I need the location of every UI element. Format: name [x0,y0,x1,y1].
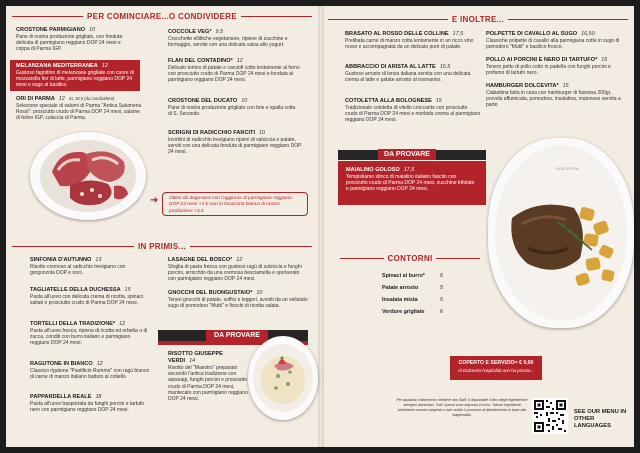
contorno-name: Patate arrosto [382,285,419,291]
item-name: SINFONIA D'AUTUNNO [30,257,92,263]
parmigiano-note-box [162,192,308,216]
item-desc: Delicato tortino di patate e carciofi cotto lentamente al forno con prosciutto crudo di Parma DOP 24 mesi e fonduta al parmigiano reggiano DOP 24 mesi. [168,64,300,84]
item-price: 13 [95,257,102,263]
header-rule-left [12,246,134,247]
highlight-maialino [338,161,486,205]
contorno-name: Verdure grigliate [382,309,425,315]
header-rule-left [328,19,448,20]
header-rule-right [241,16,312,17]
item-name: MAIALINO GOLOSO [346,167,400,173]
item-price: 16,50 [581,31,595,37]
item-name: RISOTTO GIUSEPPE VERDI [168,351,223,364]
item-desc: Tenero petto di pollo cotto in padella con funghi porcini e profumo di tartufo nero. [486,63,611,77]
item-name: MELANZANA MEDITERRANEA [16,63,98,69]
coperto-subtitle: Al Dolcevita l'ospitalità non ha prezzo... [457,368,535,373]
maialino-illustration [488,138,634,328]
contorno-price: 6 [440,309,443,315]
item-price: 10 [256,290,263,296]
item-price: 14 [189,357,196,364]
item-desc: Selezione speciale di salumi di Parma "Antica Salumeria Rossi": prosciutto crudo di Parma DOP 24 mesi, salame di felino IGP, culaccia di Parma. [16,102,142,122]
item-desc: Teneri gnocchi di patate, soffici e leggeri, avvolti da un vellutato sugo di pomodoro "Mutti" e fiocchi di ricotta salata. [168,296,308,310]
section-title: PER COMINCIARE...O CONDIVIDERE [87,11,237,21]
item-desc: Pasta all'uovo fresca, ripiena di ricotta ed erbetta o di zucca, conditi con burro italiano e parmigiano reggiano DOP 24 mesi. [30,327,148,347]
center-fold [318,6,324,447]
menu-item-scrigni-di-radicchio [168,130,304,156]
contorno-price: 5 [440,285,443,291]
contorno-patate [382,285,443,291]
section-header-e-inoltre [328,14,628,24]
menu-item-ori-di-parma [16,96,144,122]
item-desc: Ciabattina fatta in casa con hamburger di fassona 200gr, provola affumicata, pomodoro, insalatina, maionese servita a parte. [486,89,621,109]
menu-item-melanzana-mediterranea [16,63,136,89]
item-price: 12 [119,321,126,327]
item-name: ABBRACCIO DI ARISTA AL LATTE [345,64,436,70]
section-title: E INOLTRE... [451,14,505,24]
item-price: 17,5 [452,31,464,37]
menu-item-gnocchi-del-buongustaio [168,290,308,309]
item-price: 18 [95,394,102,400]
item-desc: Tradizionale cotoletta di vitello croccante con prosciutto crudo di Parma DOP 24 mesi e morbida crema al parmigiano reggiano DOP 24 mesi. [345,104,481,124]
item-price: 16,5 [439,64,451,70]
item-price: 15 [435,98,442,104]
item-name: TORTELLI DELLA TRADIZIONE* [30,321,116,327]
header-rule-right [190,246,312,247]
note-text: Ottimi da degustare con l'aggiunta di parmigiano reggiano DOP 24 mesi +4 E con la focaccina bianca di nostra produzione +3,5 [169,196,292,214]
menu-item-cotoletta-alla-bolognese [345,98,481,124]
menu-item-tagliatelle-della-duchessa [30,287,150,306]
menu-item-risotto-giuseppe-verdi [168,351,250,402]
item-price: 10 [241,98,248,104]
item-desc: Involtini di radicchio trevigiano ripieni di salsiccia e patate, serviti con una delicata fonduta di parmigiano reggiano DOP 24 mesi. [168,136,302,156]
item-name: POLLO AI PORCINI E NERO DI TARTUFO* [486,57,598,63]
item-desc: Gustoso fagottino di melanzane grigliate con cuore di mozzarella fior di latte, parmigiano reggiano DOP 24 mesi e sugo al basilico. [16,69,134,89]
item-desc: Pasta all'uovo trasportata da funghi porcini e tartufo nero con parmigiano reggiano DOP 24 mesi. [30,400,145,414]
item-price: 12 [101,63,108,69]
menu-item-ragutone-in-bianco [30,361,154,380]
item-price: 9,5 [215,29,224,35]
item-price: 10 [259,130,266,136]
menu-item-crostone-del-ducato [168,98,300,117]
item-desc: Gustoso arrosto di lonza italiana servita con una delicata crema al latte e patate arrosto al rosmarino. [345,70,471,84]
header-rule-right [508,19,628,20]
item-price: 12 [58,96,65,102]
contorno-price: 5 [440,297,443,303]
item-name: GNOCCHI DEL BUONGUSTAIO* [168,290,253,296]
contorno-price: 6 [440,273,443,279]
item-name: LASAGNE DEL BOSCO* [168,257,233,263]
header-rule-left [340,258,384,259]
menu-item-lasagne-del-bosco [168,257,308,283]
menu-item-sinfonia-dautunno [30,257,148,276]
section-header-in-primis [12,241,312,251]
item-name: BRASATO AL ROSSO DELLE COLLINE [345,31,449,37]
contorno-verdure [382,309,443,315]
menu-item-pollo-ai-porcini [486,57,622,76]
item-desc: Pane di nostra produzione grigliato, con fonduta delicata di parmigiano reggiano DOP 24 mesi e coppa di Parma IGP. [16,33,123,53]
arrow-icon: ➜ [150,195,159,206]
see-menu-languages-text[interactable]: SEE OUR MENU IN OTHER LANGUAGES [574,409,627,430]
maialino-plate-image [488,138,634,328]
risotto-illustration [248,336,318,420]
item-name: PAPPARDELLA REALE [30,394,92,400]
menu-item-crostone-parmigiano [16,27,134,53]
item-price: 10 [89,27,96,33]
item-name: CROSTONE PARMIGIANO [16,27,86,33]
item-price: 12 [96,361,103,367]
coperto-title: COPERTO E SERVIZIO= € 0,00 [458,360,534,366]
contorno-name: Insalata mista [382,297,418,303]
item-desc: Prelibata carne di manzo cotta lentamente in un ricco vino rosso e accompagnata da un delicato purè di patate. [345,37,474,51]
menu-item-pappardella-reale [30,394,154,413]
da-provare-label-right: DA PROVARE [378,149,436,160]
section-title: CONTORNI [387,253,433,263]
cured-meats-illustration [30,132,146,220]
qr-code-icon [532,398,568,434]
item-price: 15 [124,287,131,293]
item-name: CROSTONE DEL DUCATO [168,98,238,104]
item-desc: Classiche polpette di cavallo alla parmigiana cotte in sugo di pomodoro "Mutti" e basilico fresco. [486,37,620,51]
highlight-melanzana [10,60,140,91]
item-name: COCCOLE VEG* [168,29,212,35]
coperto-box [450,356,542,380]
allergen-footnote: Per qualsiasi chiarimento chiedere allo Staff. Il disponibile il libro degli ingredienti e allergeni alimentari. Tutti i prezzi sono espressi in euro. *Alcuni ingredienti potrebbero essere surgelati o aver subito il processo di abbattimento in base alla stagionalità. [396,398,528,417]
item-desc: Pasta all'uovo con delicata crema di ricotta, spinaci saltati e prosciutto crudo di Parma DOP 24 mesi. [30,293,143,307]
risotto-plate-image [248,336,318,420]
section-header-per-cominciare [12,11,312,21]
cured-meats-plate-image [30,132,146,220]
item-name: TAGLIATELLE DELLA DUCHESSA [30,287,121,293]
item-desc: Sfoglia di pasta fresca con gustoso ragù di salsiccia e funghi porcini, arricchito da una cremosa besciamella e spolverato con parmigiano reggiano DOP 24 mesi. [168,263,302,283]
menu-item-abbraccio-di-arista [345,64,475,83]
item-price: 15 [562,83,569,89]
item-name: COTOLETTA ALLA BOLOGNESE [345,98,432,104]
item-desc: Risotto del "Maestro" preparato secondo l'antica tradizione con asparagi, funghi porcini e prosciutto crudo di Parma DOP 24 mesi, mantecato con parmigiano reggiano DOP 24 mesi. [168,364,248,403]
item-desc: Classico rigatone "Pastificio Rummo" con ragù bianco di carne di manzo italiano battuto al coltello. [30,367,150,381]
menu-item-tortelli-della-tradizione [30,321,150,347]
header-rule-left [12,16,83,17]
item-desc: Pane di nostra produzione grigliato con brie e spalla cotta di S. Secondo. [168,104,296,118]
da-provare-label-left: DA PROVARE [206,330,268,341]
item-name: HAMBURGER DOLCEVITA* [486,83,559,89]
item-name: ORI DI PARMA [16,96,55,102]
svg-text:DOLCEVITA: DOLCEVITA [556,166,579,171]
item-price: 17,5 [403,167,415,173]
menu-item-maialino-goloso [346,167,478,193]
item-name: RAGUTONE IN BIANCO [30,361,93,367]
section-title: IN PRIMIS... [137,241,187,251]
item-price: 15 [601,57,608,63]
item-name: SCRIGNI DI RADICCHIO FARCITI [168,130,256,136]
menu-item-coccole-veg [168,29,300,48]
item-price: 12 [236,257,243,263]
item-name: FLAN DEL CONTADINO* [168,58,233,64]
item-desc: Crocchette ellittiche vegetariane, ripiene di zucchine e formaggio, servite con una delicata salsa allo yogurt. [168,35,288,49]
item-price-xl: XL 19,5 (da condividere) [68,96,115,101]
section-header-contorni [340,253,480,263]
contorno-insalata [382,297,443,303]
menu-item-flan-del-contadino [168,58,300,84]
menu-item-brasato-al-rosso [345,31,475,50]
contorno-spinaci [382,273,443,279]
qr-code[interactable] [532,398,568,434]
contorno-name: Spinaci al burro* [382,273,425,279]
item-desc: Tempistiamo stinco di maialino italiano fascito con prosciutto crudo di Parma DOP 24 mesi, zucchine trifolate e parmigiano reggiano DOP 24 mesi. [346,173,475,193]
item-desc: Risotto cremoso al radicchio trevigiano con gorgonzola DOP e noci. [30,263,126,277]
header-rule-right [436,258,480,259]
item-name: POLPETTE DI CAVALLO AL SUGO [486,31,578,37]
item-price: 12 [236,58,243,64]
menu-item-hamburger-dolcevita [486,83,622,109]
menu-item-polpette-di-cavallo [486,31,622,50]
